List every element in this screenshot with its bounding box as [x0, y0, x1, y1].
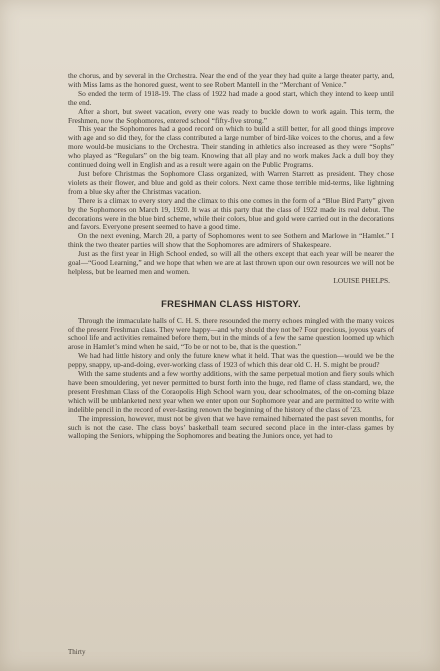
paragraph: There is a climax to every story and the climax to this one comes in the form of a “Blue Bird Party” given by the Sophomores on March 19, 1920. It was at this party that the class of 1922 made its real debut. The decorations were in the blue bird scheme, while their colors, blue and gold were carried out in the decorations and favors. Everyone present seemed to have a good time. — [68, 195, 394, 232]
paragraph: This year the Sophomores had a good record on which to build a still better, for all good things improve with age and so did they, for the class contributed a large number of bird-like voices to the chorus, and a few more would-be musicians to the Orchestra. Their standing in athletics also increased as they were “Sophs” who played as “Regulars” on the big team. Knowing that all play and no work makes Jack a dull boy they continued doing well in English and as a result were again on the Public Programs. — [68, 124, 394, 170]
paragraph: Just before Christmas the Sophomore Class organized, with Warren Starrett as president. They chose violets as their flower, and blue and gold as their colors. Next came those terrible mid-terms, like lightning from a blue sky after the Christmas vacation. — [68, 168, 394, 196]
paragraph: After a short, but sweet vacation, every one was ready to buckle down to work again. This term, the Freshmen, now the Sophomores, entered school “fifty-five strong.” — [68, 106, 394, 125]
page-number: Thirty — [68, 648, 86, 656]
paragraph: We had had little history and only the future knew what it held. That was the question—would we be the peppy, snappy, up-and-doing, ever-working class of 1923 of which this dear old C. H. S. might be proud? — [68, 351, 394, 370]
author-signature: LOUISE PHELPS. — [333, 275, 390, 285]
section-heading: FRESHMAN CLASS HISTORY. — [161, 297, 301, 309]
paragraph: Through the immaculate halls of C. H. S. there resounded the merry echoes mingled with the many voices of the present Freshman class. They were happy—and why should they not be? Four precious, joyous years of school life and activities remained before them, but in the minds of a few the same question loomed up which arose in Hamlet’s mind when he said, “To be or not to be, that is the question.” — [68, 315, 395, 352]
paragraph: the chorus, and by several in the Orchestra. Near the end of the year they had quite a large theater party, and, with Miss Iams as the honored guest, went to see Robert Mantell in the “Merchant of Venice.” — [68, 71, 394, 89]
paragraph: On the next evening, March 20, a party of Sophomores went to see Sothern and Marlowe in “Hamlet.” I think the two theater parties will show that the Sophomores are admirers of Shakespeare. — [68, 231, 394, 250]
paragraph: Just as the first year in High School ended, so will all the others except that each year will be nearer the goal—“Good Learning,” and we hope that when we are at last thrown upon our own resources we will not be helpless, but be learned men and women. — [68, 249, 394, 276]
paragraph: So ended the term of 1918-19. The class of 1922 had made a good start, which they intend to keep until the end. — [68, 88, 394, 107]
paragraph: The impression, however, must not be given that we have remained hibernated the past seven months, for such is not the case. The class boys’ basketball team secured second place in the inter-class games by walloping the Seniors, whipping the Sophomores and beating the Juniors once, yet had to — [68, 413, 394, 441]
page-text — [68, 72, 394, 441]
paragraph: With the same students and a few worthy additions, with the same perpetual motion and fiery souls which have been smouldering, yet never permitted to burst forth into the huge, red flame of class standard, we, the present Freshman Class of the Coraopolis High School warn you, dear schoolmates, of the on-coming blaze which will be unblanketed next year when we enter upon our Sophomore year and are permitted to write with indelible pencil in the record of ever-lasting renown the beginning of the history of the class of ’23. — [68, 369, 394, 414]
